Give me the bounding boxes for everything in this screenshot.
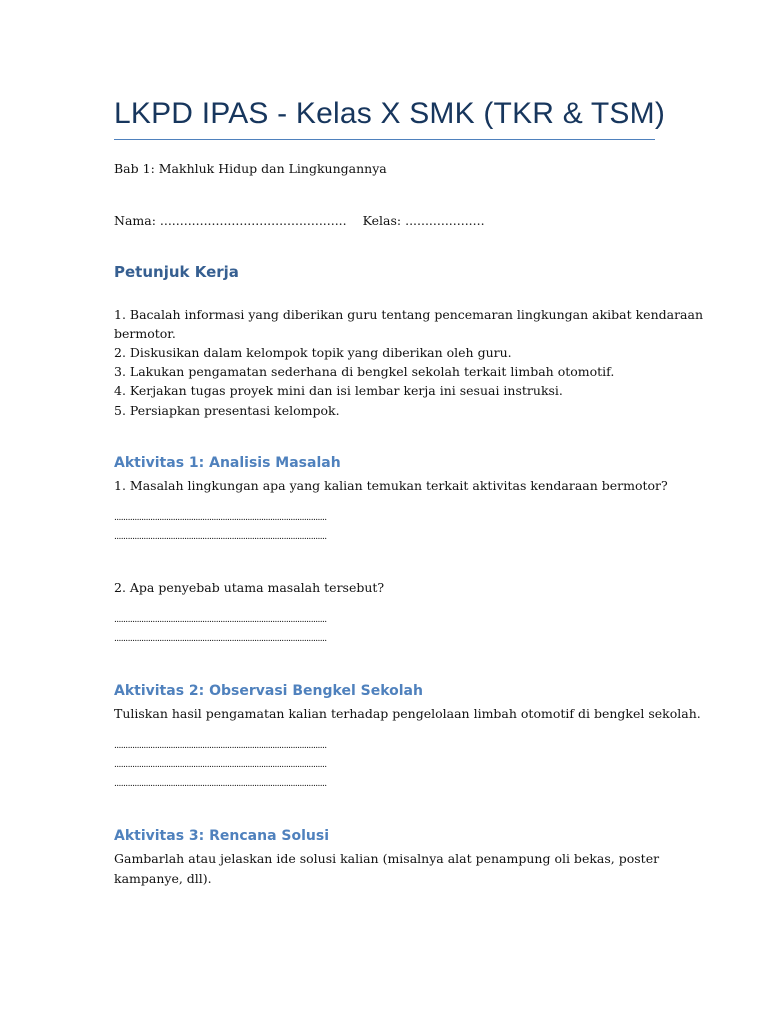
aktivitas-3-instruction-cont: kampanye, dll).	[114, 871, 212, 886]
aktivitas-1-heading: Aktivitas 1: Analisis Masalah	[114, 455, 341, 471]
aktivitas-1-question-2: 2. Apa penyebab utama masalah tersebut?	[114, 580, 385, 595]
instruction-line-3: 3. Lakukan pengamatan sederhana di bengkel sekolah terkait limbah otomotif.	[114, 364, 615, 379]
instruction-line-5: 5. Persiapkan presentasi kelompok.	[114, 403, 340, 418]
instruction-line-1: 1. Bacalah informasi yang diberikan guru tentang pencemaran lingkungan akibat kendaraan	[114, 307, 704, 322]
petunjuk-heading: Petunjuk Kerja	[114, 263, 239, 281]
aktivitas-1-question-1: 1. Masalah lingkungan apa yang kalian temukan terkait aktivitas kendaraan bermotor?	[114, 478, 668, 493]
answer-line[interactable]: ..............................................................................................	[114, 532, 327, 542]
identity-fields	[114, 211, 485, 231]
answer-line[interactable]: ..............................................................................................	[114, 513, 327, 523]
nama-field[interactable]: Nama: ...............................................	[114, 213, 347, 228]
title-divider	[114, 139, 655, 140]
aktivitas-2-heading: Aktivitas 2: Observasi Bengkel Sekolah	[114, 683, 423, 699]
aktivitas-3-heading: Aktivitas 3: Rencana Solusi	[114, 828, 329, 844]
answer-line[interactable]: ..............................................................................................	[114, 615, 327, 625]
answer-line[interactable]: ..............................................................................................	[114, 779, 327, 789]
kelas-field[interactable]: Kelas: ....................	[362, 213, 485, 228]
answer-line[interactable]: ..............................................................................................	[114, 741, 327, 751]
answer-line[interactable]: ..............................................................................................	[114, 760, 327, 770]
aktivitas-3-instruction: Gambarlah atau jelaskan ide solusi kalian (misalnya alat penampung oli bekas, poster	[114, 851, 660, 866]
page-title: LKPD IPAS - Kelas X SMK (TKR & TSM)	[114, 97, 666, 130]
instruction-line-2: 2. Diskusikan dalam kelompok topik yang diberikan oleh guru.	[114, 345, 512, 360]
chapter-subtitle: Bab 1: Makhluk Hidup dan Lingkungannya	[114, 161, 387, 176]
aktivitas-2-instruction: Tuliskan hasil pengamatan kalian terhadap pengelolaan limbah otomotif di bengkel sekolah.	[114, 706, 701, 721]
instruction-line-1-cont: bermotor.	[114, 326, 176, 341]
instruction-line-4: 4. Kerjakan tugas proyek mini dan isi lembar kerja ini sesuai instruksi.	[114, 383, 563, 398]
answer-line[interactable]: ..............................................................................................	[114, 634, 327, 644]
